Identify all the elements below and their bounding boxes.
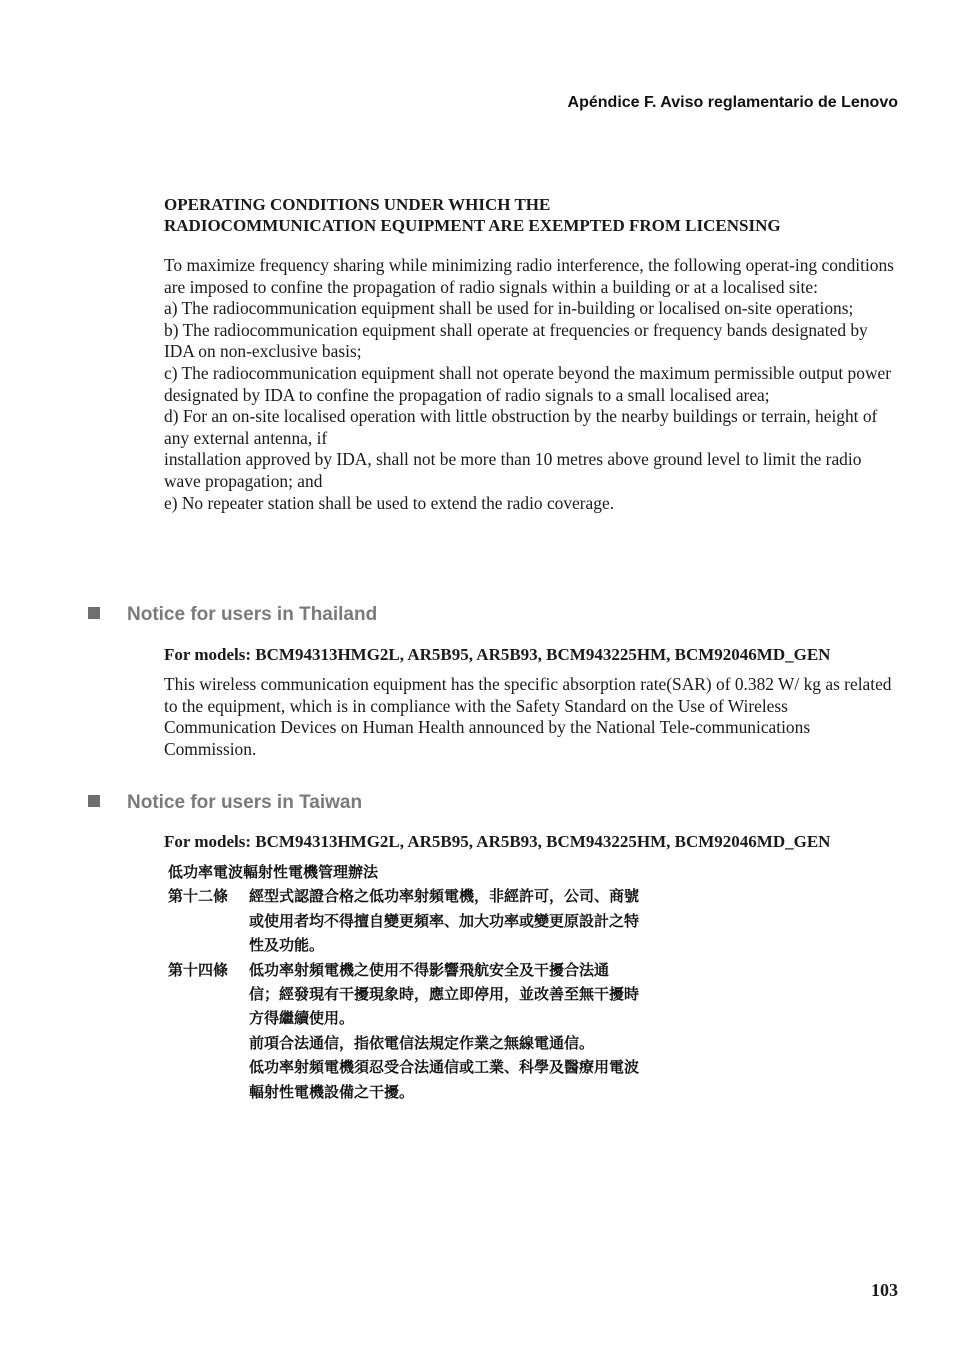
page-header: Apéndice F. Aviso reglamentario de Lenovo xyxy=(567,94,898,111)
operating-conditions-body xyxy=(164,255,898,514)
taiwan-heading xyxy=(88,792,362,814)
article-line: 性及功能。 xyxy=(249,936,325,955)
article-line: 方得繼續使用。 xyxy=(249,1009,355,1028)
article-line: 低功率射頻電機之使用不得影響飛航安全及干擾合法通 xyxy=(249,960,610,979)
article-line: 低功率射頻電機須忍受合法通信或工業、科學及醫療用電波 xyxy=(249,1058,640,1077)
taiwan-regulation xyxy=(168,860,639,1104)
thailand-heading xyxy=(88,604,377,626)
thailand-models: For models: BCM94313HMG2L, AR5B95, AR5B93, BCM943225HM, BCM92046MD_GEN xyxy=(164,645,831,664)
article-label: 第十二條 xyxy=(168,887,229,906)
heading-text: Notice for users in Thailand xyxy=(127,604,378,625)
paragraph: d) For an on-site localised operation with little obstruction by the nearby buildings or terrain, height of any external antenna, if xyxy=(164,406,878,448)
title-line: RADIOCOMMUNICATION EQUIPMENT ARE EXEMPTED FROM LICENSING xyxy=(164,216,781,235)
thailand-body xyxy=(164,674,898,760)
article-line: 信；經發現有干擾現象時，應立即停用，並改善至無干擾時 xyxy=(249,985,640,1004)
title-line: OPERATING CONDITIONS UNDER WHICH THE xyxy=(164,195,551,214)
paragraph: b) The radiocommunication equipment shall operate at frequencies or frequency bands designated by IDA on non-exclusive basis; xyxy=(164,319,868,362)
paragraph: installation approved by IDA, shall not be more than 10 metres above ground level to limit the radio wave propagation; and xyxy=(164,449,862,491)
operating-conditions-title xyxy=(164,194,898,236)
taiwan-models: For models: BCM94313HMG2L, AR5B95, AR5B93, BCM943225HM, BCM92046MD_GEN xyxy=(164,832,831,851)
heading-text: Notice for users in Taiwan xyxy=(127,792,363,813)
paragraph: To maximize frequency sharing while minimizing radio interference, the following operat-ing conditions are imposed to confine the propagation of radio signals within a building or at a localised site: xyxy=(164,255,894,297)
article-line: 或使用者均不得擅自變更頻率、加大功率或變更原設計之特 xyxy=(249,911,640,930)
article-14 xyxy=(168,958,639,1104)
regulation-title: 低功率電波輻射性電機管理辦法 xyxy=(168,863,379,881)
paragraph: c) The radiocommunication equipment shall not operate beyond the maximum permissible output power designated by IDA to confine the propagation of radio signals to a small localised area; xyxy=(164,362,892,405)
article-12 xyxy=(168,884,639,957)
paragraph: This wireless communication equipment has the specific absorption rate(SAR) of 0.382 W/ kg as related to the equipment, which is in compliance with the Safety Standard on the Use of Wireless Communication Devices on Human Health announced by the National Tele-communications Commission. xyxy=(164,674,892,759)
paragraph: a) The radiocommunication equipment shall be used for in-building or localised on-site operations; xyxy=(164,298,854,319)
square-bullet-icon xyxy=(88,795,100,807)
paragraph: e) No repeater station shall be used to extend the radio coverage. xyxy=(164,492,615,513)
article-line: 輻射性電機設備之干擾。 xyxy=(249,1082,415,1101)
article-line: 經型式認證合格之低功率射頻電機，非經許可，公司、商號 xyxy=(249,887,640,906)
article-label: 第十四條 xyxy=(168,960,229,979)
article-line: 前項合法通信，指依電信法規定作業之無線電通信。 xyxy=(249,1033,595,1052)
square-bullet-icon xyxy=(88,607,100,619)
page-number: 103 xyxy=(871,1280,898,1300)
